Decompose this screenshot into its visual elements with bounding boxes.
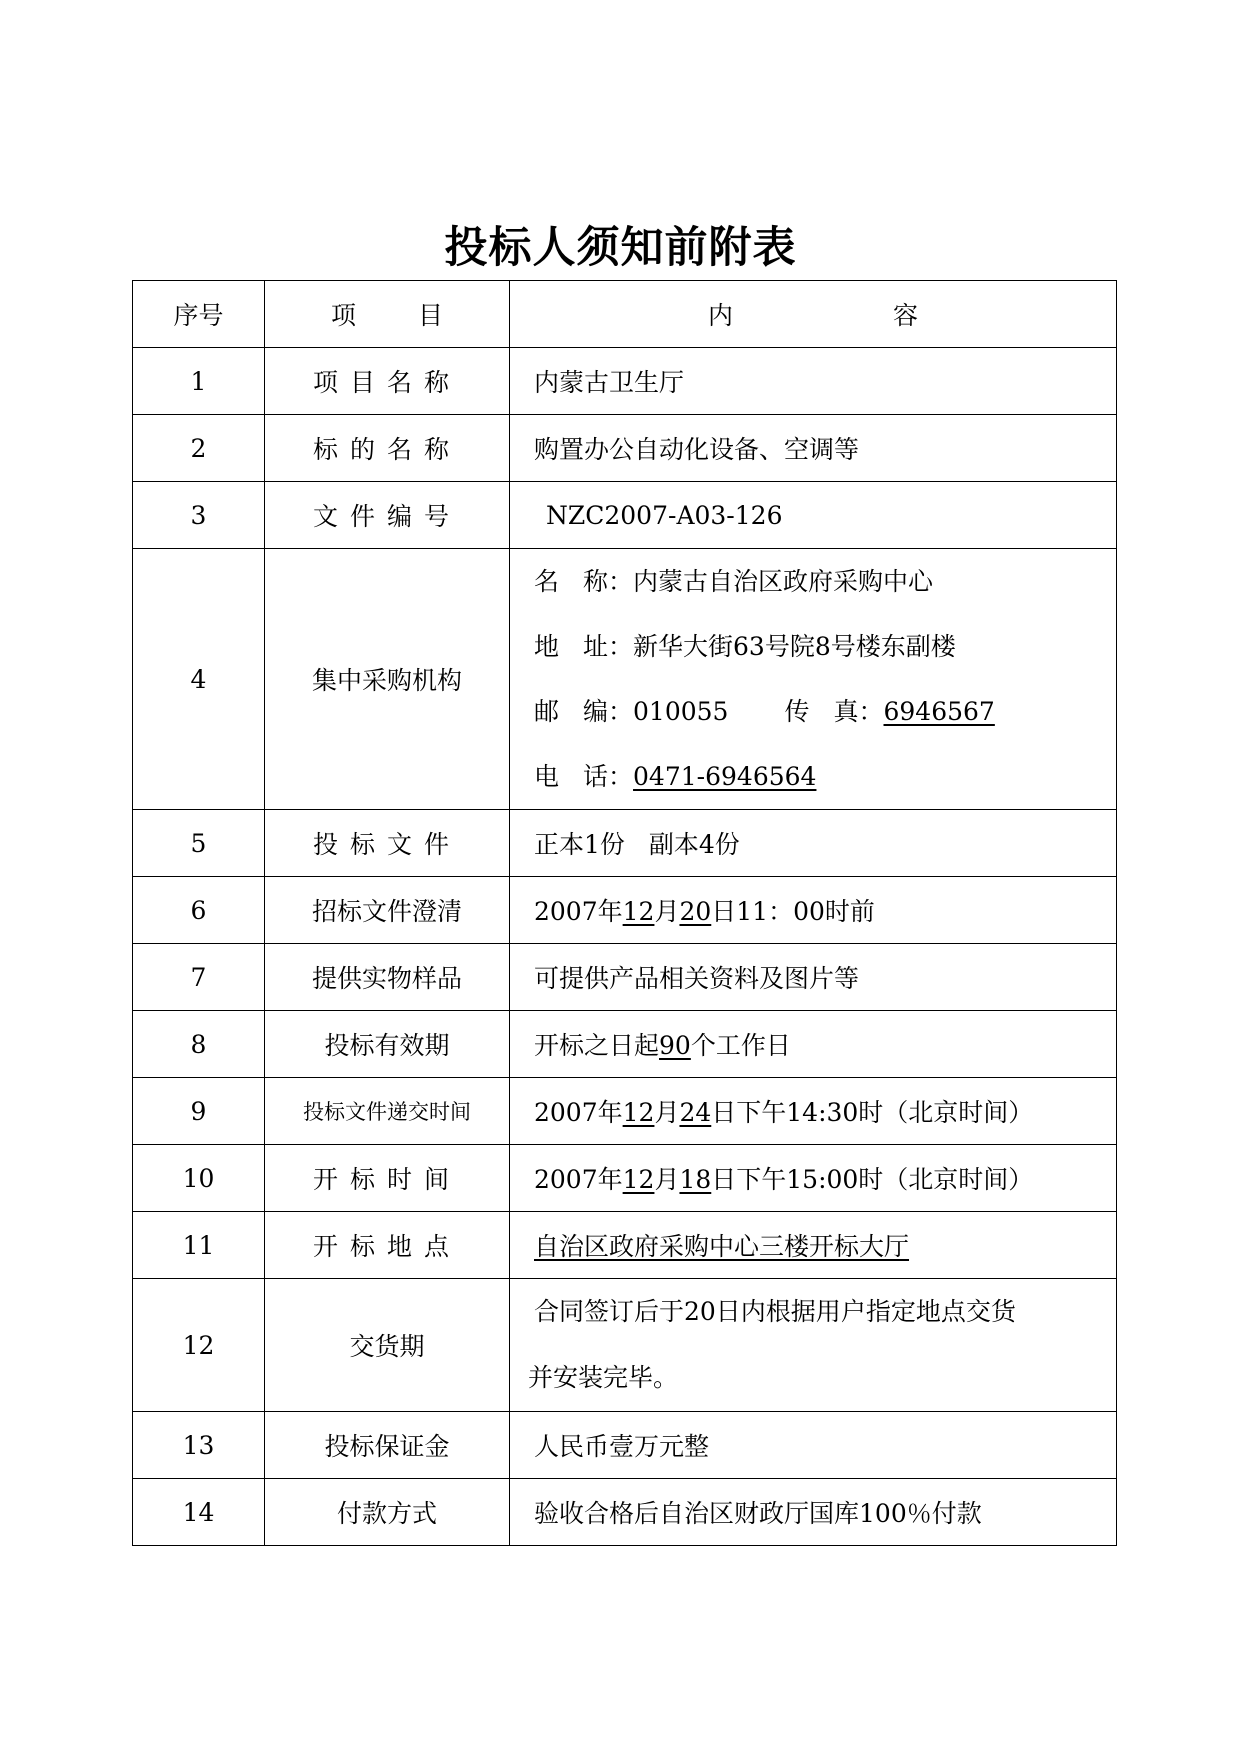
row-number: 6 <box>133 877 265 944</box>
row-number: 13 <box>133 1412 265 1479</box>
table-row <box>133 1145 1117 1212</box>
table-row <box>133 1279 1117 1412</box>
row-number: 11 <box>133 1212 265 1279</box>
table-row <box>133 1011 1117 1078</box>
row-content: 2007年12月24日下午14:30时（北京时间） <box>510 1078 1117 1145</box>
header-number: 序号 <box>133 281 265 348</box>
row-number: 10 <box>133 1145 265 1212</box>
table-row <box>133 415 1117 482</box>
table-row <box>133 944 1117 1011</box>
agency-name-line: 名 称：内蒙古自治区政府采购中心 <box>534 567 934 596</box>
row-content: 内蒙古卫生厅 <box>510 348 1117 415</box>
row-number: 4 <box>133 549 265 810</box>
row-item: 付款方式 <box>265 1479 510 1546</box>
row-item: 交货期 <box>265 1279 510 1412</box>
table-row <box>133 1212 1117 1279</box>
row-number: 3 <box>133 482 265 549</box>
row-number: 1 <box>133 348 265 415</box>
header-content-a: 内 <box>707 301 733 330</box>
agency-tel-line: 电 话：0471-6946564 <box>534 762 817 791</box>
row-number: 5 <box>133 810 265 877</box>
row-number: 2 <box>133 415 265 482</box>
document-title: 投标人须知前附表 <box>444 223 797 273</box>
row-item: 项目名称 <box>265 348 510 415</box>
row-content: 2007年12月18日下午15:00时（北京时间） <box>510 1145 1117 1212</box>
table-row <box>133 1412 1117 1479</box>
table-row <box>133 1078 1117 1145</box>
row-content: NZC2007-A03-126 <box>510 482 1117 549</box>
row-item: 投标文件 <box>265 810 510 877</box>
row-content: 自治区政府采购中心三楼开标大厅 <box>510 1212 1117 1279</box>
header-content-b: 容 <box>893 301 919 330</box>
row-number: 7 <box>133 944 265 1011</box>
agency-details <box>510 549 1117 810</box>
agency-address: 新华大街63号院8号楼东副楼 <box>633 632 956 661</box>
row-item: 投标有效期 <box>265 1011 510 1078</box>
table-header-row <box>133 281 1117 348</box>
row-content: 可提供产品相关资料及图片等 <box>510 944 1117 1011</box>
row-content: 2007年12月20日11：00时前 <box>510 877 1117 944</box>
row-item: 文件编号 <box>265 482 510 549</box>
agency-address-line: 地 址：新华大街63号院8号楼东副楼 <box>534 632 956 661</box>
row-item: 投标文件递交时间 <box>265 1078 510 1145</box>
bidder-instructions-table <box>132 280 1117 1546</box>
row-number: 8 <box>133 1011 265 1078</box>
row-number: 9 <box>133 1078 265 1145</box>
row-item: 开标时间 <box>265 1145 510 1212</box>
row-content: 购置办公自动化设备、空调等 <box>510 415 1117 482</box>
table-row <box>133 1479 1117 1546</box>
table-row <box>133 348 1117 415</box>
header-item-a: 项 <box>330 301 356 330</box>
row-item: 开标地点 <box>265 1212 510 1279</box>
table-row <box>133 549 1117 810</box>
header-content <box>510 281 1117 348</box>
row-item: 集中采购机构 <box>265 549 510 810</box>
table-row <box>133 877 1117 944</box>
row-content: 人民币壹万元整 <box>510 1412 1117 1479</box>
row-content: 开标之日起90个工作日 <box>510 1011 1117 1078</box>
agency-fax: 6946567 <box>883 697 995 726</box>
agency-zip-fax-line: 邮 编：010055 传 真：6946567 <box>534 697 995 726</box>
row-number: 12 <box>133 1279 265 1412</box>
table-row <box>133 482 1117 549</box>
row-item: 招标文件澄清 <box>265 877 510 944</box>
row-number: 14 <box>133 1479 265 1546</box>
row-content: 合同签订后于20日内根据用户指定地点交货 并安装完毕。 <box>510 1279 1117 1412</box>
row-item: 标的名称 <box>265 415 510 482</box>
table-row <box>133 810 1117 877</box>
row-item: 提供实物样品 <box>265 944 510 1011</box>
header-item-b: 目 <box>418 301 444 330</box>
row-content: 验收合格后自治区财政厅国库100％付款 <box>510 1479 1117 1546</box>
row-item: 投标保证金 <box>265 1412 510 1479</box>
agency-tel: 0471-6946564 <box>633 762 817 791</box>
agency-zip: 010055 <box>633 697 729 726</box>
row-content: 正本1份 副本4份 <box>510 810 1117 877</box>
header-item <box>265 281 510 348</box>
agency-name: 内蒙古自治区政府采购中心 <box>633 567 934 596</box>
